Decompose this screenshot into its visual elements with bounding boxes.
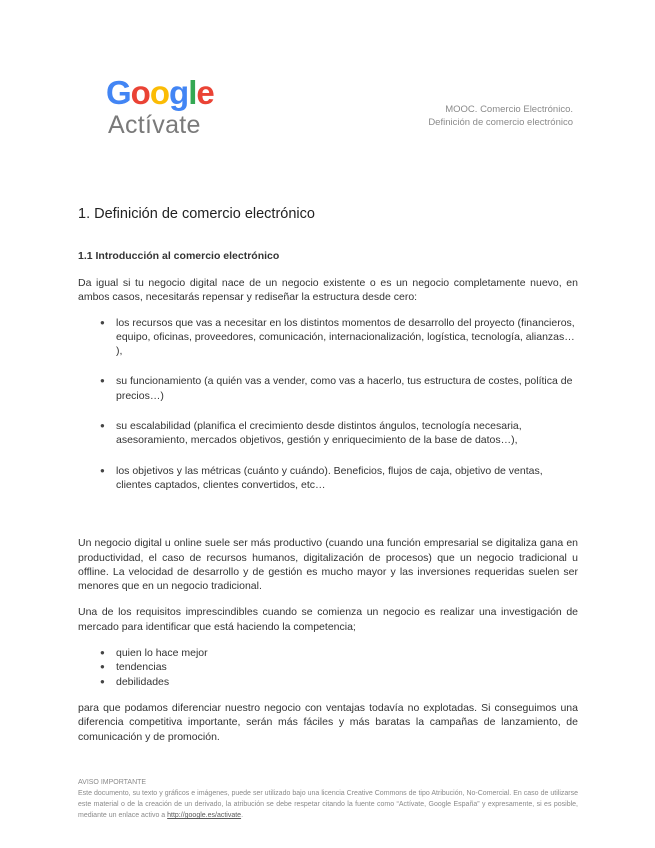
productivity-paragraph: Un negocio digital u online suele ser más productivo (cuando una función empresarial se digitaliza gana en productividad, el caso de recursos humanos, digitalización de procesos) que un negocio tradicional u offline. La velocidad de desarrollo y de gestión es mucho mayor y las inversiones requeridas suelen ser menores que en un negocio tradicional. bbox=[78, 537, 578, 593]
section-title: 1. Definición de comercio electrónico bbox=[78, 206, 315, 222]
competition-list bbox=[100, 646, 578, 689]
legal-notice-heading: AVISO IMPORTANTE bbox=[78, 779, 147, 786]
legal-notice bbox=[78, 777, 578, 821]
list-item-text: los objetivos y las métricas (cuánto y cuándo). Beneficios, flujos de caja, objetivo de ventas, clientes captados, clientes convertidos, etc… bbox=[116, 464, 543, 491]
logo-letter: g bbox=[169, 74, 189, 111]
legal-notice-body: Este documento, su texto y gráficos e imágenes, puede ser utilizado bajo una licencia Creative Commons de tipo Atribución, No-Comercial. En caso de utilizarse este material o de la creación de un derivado, la atribución se debe respetar citando la fuente como “Actívate, Google España” y expresamente, si es posible, mediante un enlace activo a bbox=[78, 790, 578, 819]
logo-letter: o bbox=[149, 74, 170, 111]
section-subtitle: 1.1 Introducción al comercio electrónico bbox=[78, 250, 280, 262]
google-activate-logo bbox=[106, 76, 214, 140]
intro-paragraph: Da igual si tu negocio digital nace de un negocio existente o es un negocio completamente nuevo, en ambos casos, necesitarás repensar y rediseñar la estructura desde cero: bbox=[78, 277, 578, 304]
logo-letter: o bbox=[130, 74, 150, 111]
list-item-text: los recursos que vas a necesitar en los distintos momentos de desarrollo del proyecto (financieros, equipo, oficinas, proveedores, comunicación, internacionalización, logística, tecnología, alianzas… ), bbox=[116, 316, 575, 358]
bullet-icon: ● bbox=[100, 648, 105, 658]
legal-notice-text bbox=[78, 788, 578, 821]
activate-link[interactable]: http://google.es/activate bbox=[167, 812, 242, 819]
bullet-icon: ● bbox=[100, 376, 105, 386]
logo-letter: l bbox=[188, 74, 197, 111]
document-header bbox=[428, 103, 573, 129]
list-item bbox=[100, 464, 578, 493]
document-body bbox=[78, 206, 578, 744]
list-item bbox=[100, 660, 578, 674]
header-course-title: MOOC. Comercio Electrónico. bbox=[445, 104, 573, 115]
activate-wordmark: Actívate bbox=[108, 111, 201, 139]
header-topic: Definición de comercio electrónico bbox=[428, 117, 573, 128]
differentiation-paragraph: para que podamos diferenciar nuestro negocio con ventajas todavía no explotadas. Si conseguimos una diferencia competitiva importante, serán más fáciles y más baratas la campañas de lanzamiento, de comunicación y de promoción. bbox=[78, 701, 578, 743]
requirements-list bbox=[100, 316, 578, 493]
list-item bbox=[100, 646, 578, 660]
list-item bbox=[100, 419, 578, 448]
list-item bbox=[100, 316, 578, 359]
bullet-icon: ● bbox=[100, 317, 105, 327]
list-item-text: tendencias bbox=[116, 661, 167, 674]
list-item-text: debilidades bbox=[116, 675, 170, 688]
google-wordmark bbox=[106, 76, 214, 110]
market-research-paragraph: Una de los requisitos imprescindibles cuando se comienza un negocio es realizar una investigación de mercado para identificar que está haciendo la competencia; bbox=[78, 606, 578, 633]
list-item-text: su funcionamiento (a quién vas a vender, como vas a hacerlo, tus estructura de costes, política de precios…) bbox=[116, 375, 573, 402]
list-item-text: su escalabilidad (planifica el crecimiento desde distintos ángulos, tecnología necesaria, asesoramiento, mercados objetivos, gestión y enriquecimiento de la base de datos…), bbox=[116, 420, 522, 447]
logo-letter: e bbox=[196, 74, 214, 111]
list-item bbox=[100, 675, 578, 689]
bullet-icon: ● bbox=[100, 662, 105, 672]
bullet-icon: ● bbox=[100, 421, 105, 431]
bullet-icon: ● bbox=[100, 676, 105, 686]
logo-letter: G bbox=[106, 74, 131, 111]
bullet-icon: ● bbox=[100, 465, 105, 475]
list-item-text: quien lo hace mejor bbox=[116, 647, 208, 660]
list-item bbox=[100, 374, 578, 403]
legal-notice-end: . bbox=[241, 812, 244, 819]
